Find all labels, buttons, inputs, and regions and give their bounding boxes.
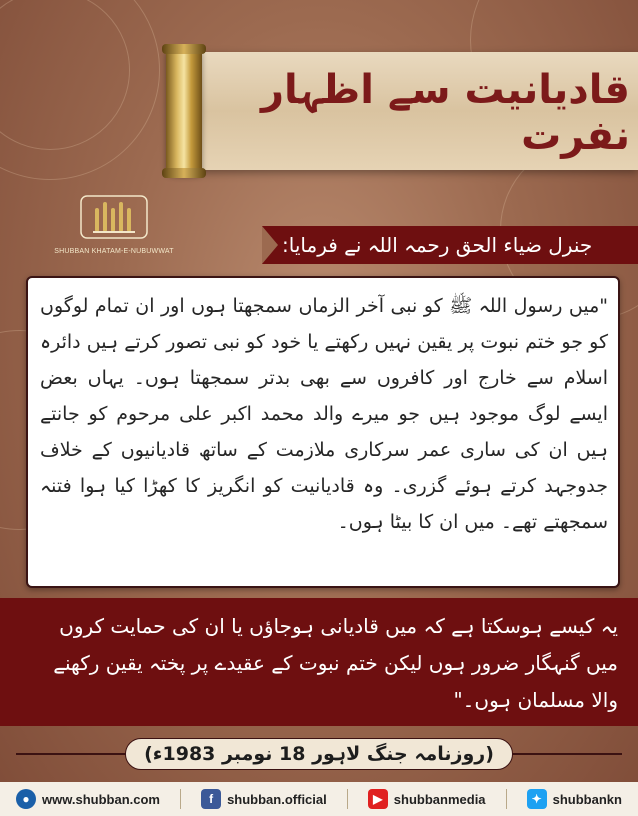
facebook-link[interactable]	[201, 789, 327, 809]
globe-icon: ●	[16, 789, 36, 809]
subheading-text: جنرل ضیاء الحق رحمہ اللہ نے فرمایا:	[282, 233, 593, 257]
youtube-icon: ▶	[368, 789, 388, 809]
social-footer	[0, 782, 638, 816]
page-title: قادیانیت سے اظہار نفرت	[261, 67, 630, 159]
twitter-label: shubbankn	[552, 791, 622, 807]
source-citation: (روزنامہ جنگ لاہور 18 نومبر 1983ء)	[125, 738, 513, 770]
shubban-logo	[54, 192, 174, 272]
twitter-icon: ✦	[527, 789, 547, 809]
website-label: www.shubban.com	[42, 791, 160, 807]
facebook-icon: f	[201, 789, 221, 809]
website-link[interactable]	[16, 789, 160, 809]
subheading-notch	[262, 226, 278, 264]
facebook-label: shubban.official	[227, 791, 327, 807]
source-row	[0, 734, 638, 774]
divider	[180, 789, 181, 809]
quote-text: "میں رسول اللہ ﷺ کو نبی آخر الزماں سمجھتا ہوں اور ان تمام لوگوں کو جو ختم نبوت پر یقین نہیں رکھتے یا خود کو نبی تصور کرتے ہیں دائرہ اسلام سے خارج اور کافروں سے بھی بدتر سمجھتا ہوں۔ یہاں بعض ایسے لوگ موجود ہیں جو میرے والد محمد اکبر علی مرحوم کو جانتے ہیں ان کی ساری عمر سرکاری ملازمت کے ساتھ قادیانیوں کے خلاف جدوجہد کرتے ہوئے گزری۔ وہ قادیانیت کو انگریز کا کھڑا کیا ہوا فتنہ سمجھتے تھے۔ میں ان کا بیٹا ہوں۔	[40, 295, 608, 533]
scroll-roll-ornament	[166, 48, 202, 174]
conclusion-text: یہ کیسے ہوسکتا ہے کہ میں قادیانی ہوجاؤں یا ان کی حمایت کروں میں گنہگار ضرور ہوں لیکن ختم نبوت کے عقیدے پر پختہ یقین رکھنے والا مسلمان ہوں۔"	[53, 614, 618, 712]
divider	[506, 789, 507, 809]
youtube-label: shubbanmedia	[393, 791, 486, 807]
youtube-link[interactable]	[368, 789, 486, 809]
divider	[347, 789, 348, 809]
logo-caption: SHUBBAN KHATAM-E-NUBUWWAT	[54, 248, 174, 255]
logo-mark-icon	[75, 192, 153, 242]
twitter-link[interactable]	[527, 789, 622, 809]
